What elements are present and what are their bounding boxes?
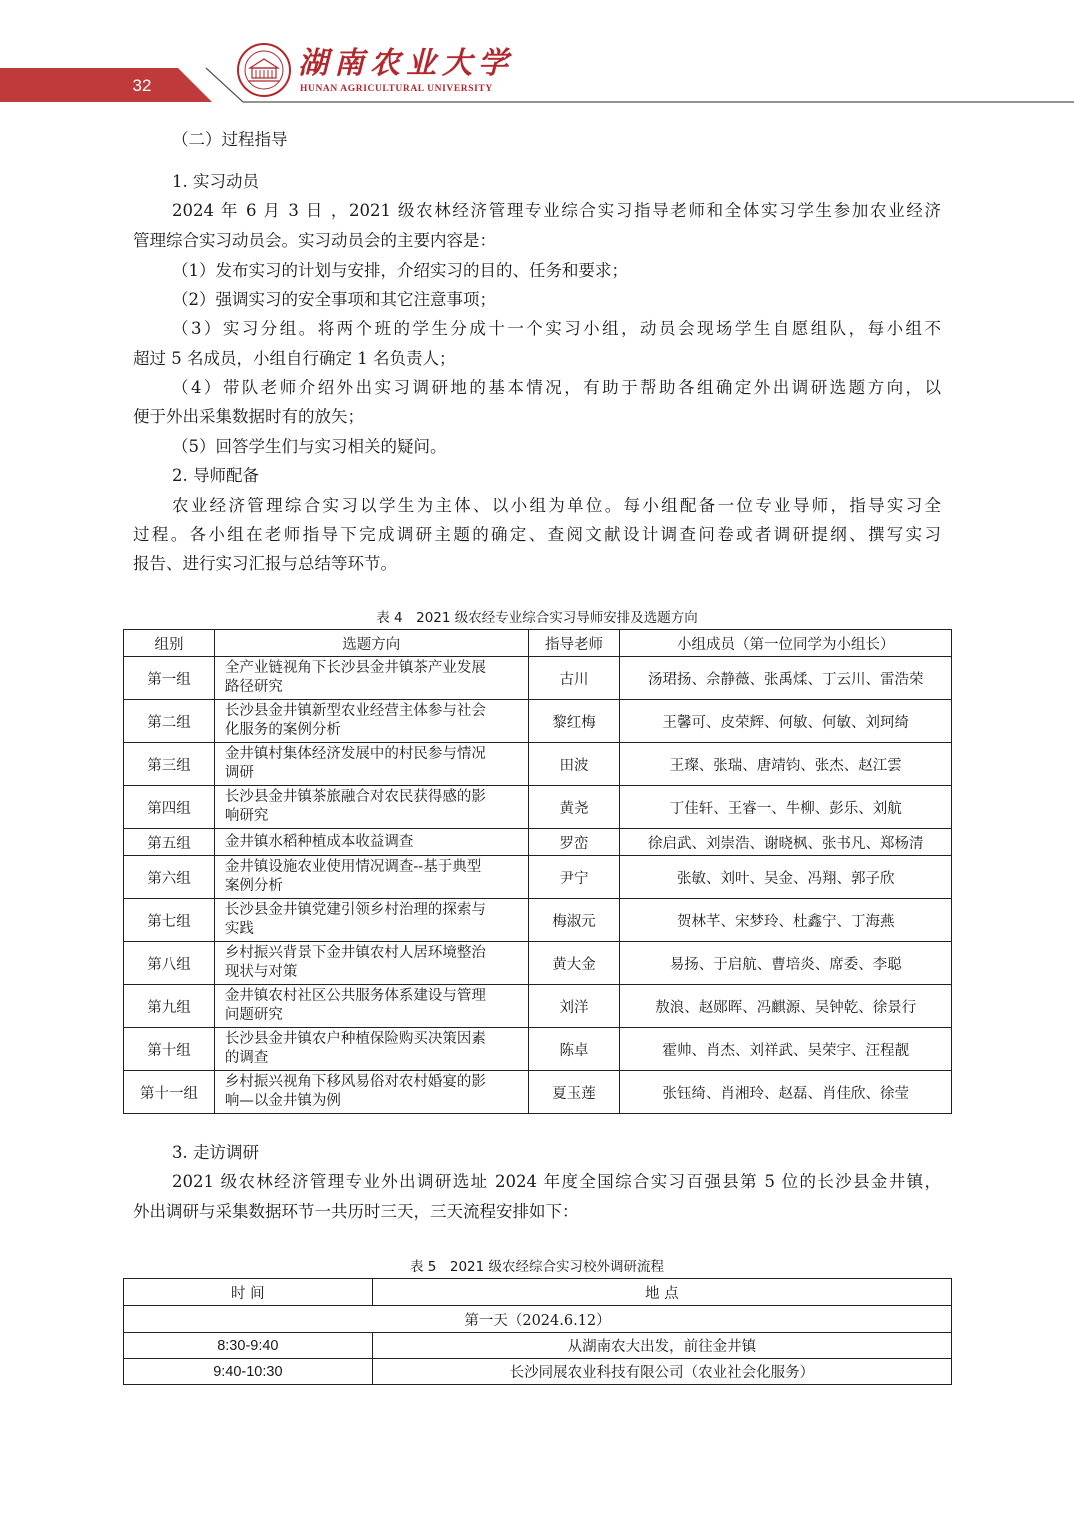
group-cell: 第十一组 — [124, 1071, 215, 1114]
topic-cell — [214, 985, 528, 1028]
paragraph-line: 外出调研与采集数据环节一共历时三天，三天流程安排如下： — [133, 1202, 579, 1221]
group-cell: 第一组 — [124, 657, 215, 700]
topic-line: 长沙县金井镇茶旅融合对农民获得感的影 — [224, 789, 486, 805]
table-row — [124, 743, 952, 786]
topic-line: 乡村振兴视角下移风易俗对农村婚宴的影 — [224, 1074, 486, 1090]
members-cell: 徐启武、刘崇浩、谢晓枫、张书凡、郑杨清 — [620, 829, 952, 856]
table-row — [124, 856, 952, 899]
subheading-field-research: 3. 走访调研 — [172, 1143, 259, 1162]
paragraph-line: 报告、进行实习汇报与总结等环节。 — [133, 554, 397, 573]
group-cell: 第七组 — [124, 899, 215, 942]
paragraph-line: 2024 年 6 月 3 日 ，2021 级农林经济管理专业综合实习指导老师和全体实习学生参加农业经济 — [172, 201, 941, 220]
topic-line: 路径研究 — [224, 679, 283, 695]
list-item: （2）强调实习的安全事项和其它注意事项； — [172, 290, 496, 309]
table-row — [124, 899, 952, 942]
table-row — [124, 985, 952, 1028]
topic-line: 案例分析 — [224, 878, 283, 894]
topic-line: 问题研究 — [224, 1007, 283, 1023]
paragraph-line: 农业经济管理综合实习以学生为主体、以小组为单位。每小组配备一位专业导师，指导实习全 — [172, 496, 941, 515]
teacher-cell: 梅淑元 — [528, 899, 620, 942]
topic-line: 全产业链视角下长沙县金井镇茶产业发展 — [224, 660, 486, 676]
table4-caption: 表 4 2021 级农经专业综合实习导师安排及选题方向 — [376, 610, 698, 626]
topic-cell — [214, 657, 528, 700]
members-cell: 易扬、于启航、曹培炎、席委、李聪 — [620, 942, 952, 985]
topic-cell — [214, 786, 528, 829]
column-header-time: 时 间 — [124, 1279, 373, 1306]
members-cell: 张钰绮、肖湘玲、赵磊、肖佳欣、徐莹 — [620, 1071, 952, 1114]
topic-line: 化服务的案例分析 — [224, 722, 341, 738]
schedule-table — [123, 1278, 952, 1385]
topic-line: 金井镇设施农业使用情况调查--基于典型 — [224, 859, 482, 875]
topic-line: 实践 — [224, 921, 254, 937]
topic-cell — [214, 1028, 528, 1071]
table-row — [124, 1359, 952, 1385]
table-row — [124, 1333, 952, 1359]
topic-line: 的调查 — [224, 1050, 269, 1066]
list-item-continued: 超过 5 名成员，小组自行确定 1 名负责人； — [133, 349, 456, 368]
time-cell: 8:30-9:40 — [124, 1333, 373, 1359]
topic-line: 现状与对策 — [224, 964, 298, 980]
subheading-advisors: 2. 导师配备 — [172, 466, 259, 485]
university-seal-icon — [236, 42, 292, 98]
day-label: 第一天（2024.6.12） — [124, 1306, 952, 1333]
table-row — [124, 1028, 952, 1071]
members-cell: 王璨、张瑞、唐靖钧、张杰、赵江雲 — [620, 743, 952, 786]
group-cell: 第十组 — [124, 1028, 215, 1071]
page-number: 32 — [132, 76, 152, 95]
group-cell: 第四组 — [124, 786, 215, 829]
members-cell: 张敏、刘叶、吴金、冯翔、郭子欣 — [620, 856, 952, 899]
group-cell: 第三组 — [124, 743, 215, 786]
topic-line: 响研究 — [224, 808, 269, 824]
column-header: 选题方向 — [214, 630, 528, 657]
paragraph-line: 管理综合实习动员会。实习动员会的主要内容是： — [133, 231, 496, 250]
table5-caption: 表 5 2021 级农经综合实习校外调研流程 — [409, 1259, 665, 1275]
topic-line: 金井镇水稻种植成本收益调查 — [224, 833, 414, 850]
topic-line: 乡村振兴背景下金井镇农村人居环境整治 — [224, 945, 486, 961]
section-title: （二）过程指导 — [172, 130, 288, 149]
members-cell: 丁佳轩、王睿一、牛柳、彭乐、刘航 — [620, 786, 952, 829]
day-row — [124, 1306, 952, 1333]
teacher-cell: 黄大金 — [528, 942, 620, 985]
topic-line: 金井镇村集体经济发展中的村民参与情况 — [224, 746, 486, 762]
group-cell: 第二组 — [124, 700, 215, 743]
table-row — [124, 942, 952, 985]
teacher-cell: 陈卓 — [528, 1028, 620, 1071]
topic-line: 长沙县金井镇新型农业经营主体参与社会 — [224, 703, 486, 719]
topic-cell — [214, 1071, 528, 1114]
topic-cell — [214, 899, 528, 942]
teacher-cell: 古川 — [528, 657, 620, 700]
list-item: （3）实习分组。将两个班的学生分成十一个实习小组，动员会现场学生自愿组队，每小组不 — [172, 319, 941, 338]
place-cell: 从湖南农大出发，前往金井镇 — [372, 1333, 951, 1359]
topic-cell — [214, 743, 528, 786]
university-name-cn: 湖南农业大学 — [298, 46, 514, 81]
group-cell: 第八组 — [124, 942, 215, 985]
table-row — [124, 786, 952, 829]
list-item: （5）回答学生们与实习相关的疑问。 — [172, 437, 447, 456]
list-item: （4）带队老师介绍外出实习调研地的基本情况，有助于帮助各组确定外出调研选题方向，以 — [172, 378, 941, 397]
advisor-table — [123, 629, 952, 1114]
topic-line: 金井镇农村社区公共服务体系建设与管理 — [224, 988, 486, 1004]
teacher-cell: 尹宁 — [528, 856, 620, 899]
teacher-cell: 田波 — [528, 743, 620, 786]
group-cell: 第六组 — [124, 856, 215, 899]
column-header: 指导老师 — [528, 630, 620, 657]
column-header: 组别 — [124, 630, 215, 657]
topic-cell — [214, 856, 528, 899]
university-name-en: HUNAN AGRICULTURAL UNIVERSITY — [300, 84, 493, 94]
members-cell: 汤珺扬、佘静薇、张禹煣、丁云川、雷浩荣 — [620, 657, 952, 700]
time-cell: 9:40-10:30 — [124, 1359, 373, 1385]
teacher-cell: 黄尧 — [528, 786, 620, 829]
members-cell: 王馨可、皮荣辉、何敏、何敏、刘珂绮 — [620, 700, 952, 743]
paragraph-line: 2021 级农林经济管理专业外出调研选址 2024 年度全国综合实习百强县第 5 位的长沙县金井镇， — [172, 1172, 941, 1191]
topic-line: 响—以金井镇为例 — [224, 1093, 341, 1109]
table-row — [124, 829, 952, 856]
column-header: 小组成员（第一位同学为小组长） — [620, 630, 952, 657]
topic-cell — [214, 700, 528, 743]
place-cell: 长沙同展农业科技有限公司（农业社会化服务） — [372, 1359, 951, 1385]
members-cell: 敖浪、赵郧晖、冯麒源、吴钟乾、徐景行 — [620, 985, 952, 1028]
table-header-row — [124, 1279, 952, 1306]
table-row — [124, 700, 952, 743]
topic-line: 调研 — [224, 765, 254, 781]
table-row — [124, 1071, 952, 1114]
list-item-continued: 便于外出采集数据时有的放矢； — [133, 407, 364, 426]
paragraph-line: 过程。各小组在老师指导下完成调研主题的确定、查阅文献设计调查问卷或者调研提纲、撰写实习 — [133, 525, 941, 544]
table-header-row — [124, 630, 952, 657]
list-item: （1）发布实习的计划与安排，介绍实习的目的、任务和要求； — [172, 261, 628, 280]
page-number-tab — [0, 68, 212, 102]
members-cell: 贺林芊、宋梦玲、杜鑫宁、丁海燕 — [620, 899, 952, 942]
topic-cell — [214, 942, 528, 985]
members-cell: 霍帅、肖杰、刘祥武、吴荣宇、汪程靓 — [620, 1028, 952, 1071]
topic-line: 长沙县金井镇农户种植保险购买决策因素 — [224, 1031, 486, 1047]
topic-cell — [214, 829, 528, 856]
group-cell: 第九组 — [124, 985, 215, 1028]
teacher-cell: 黎红梅 — [528, 700, 620, 743]
subheading-mobilization: 1. 实习动员 — [172, 172, 259, 191]
teacher-cell: 罗峦 — [528, 829, 620, 856]
group-cell: 第五组 — [124, 829, 215, 856]
teacher-cell: 夏玉莲 — [528, 1071, 620, 1114]
column-header-place: 地 点 — [372, 1279, 951, 1306]
table-row — [124, 657, 952, 700]
teacher-cell: 刘洋 — [528, 985, 620, 1028]
topic-line: 长沙县金井镇党建引领乡村治理的探索与 — [224, 902, 486, 918]
